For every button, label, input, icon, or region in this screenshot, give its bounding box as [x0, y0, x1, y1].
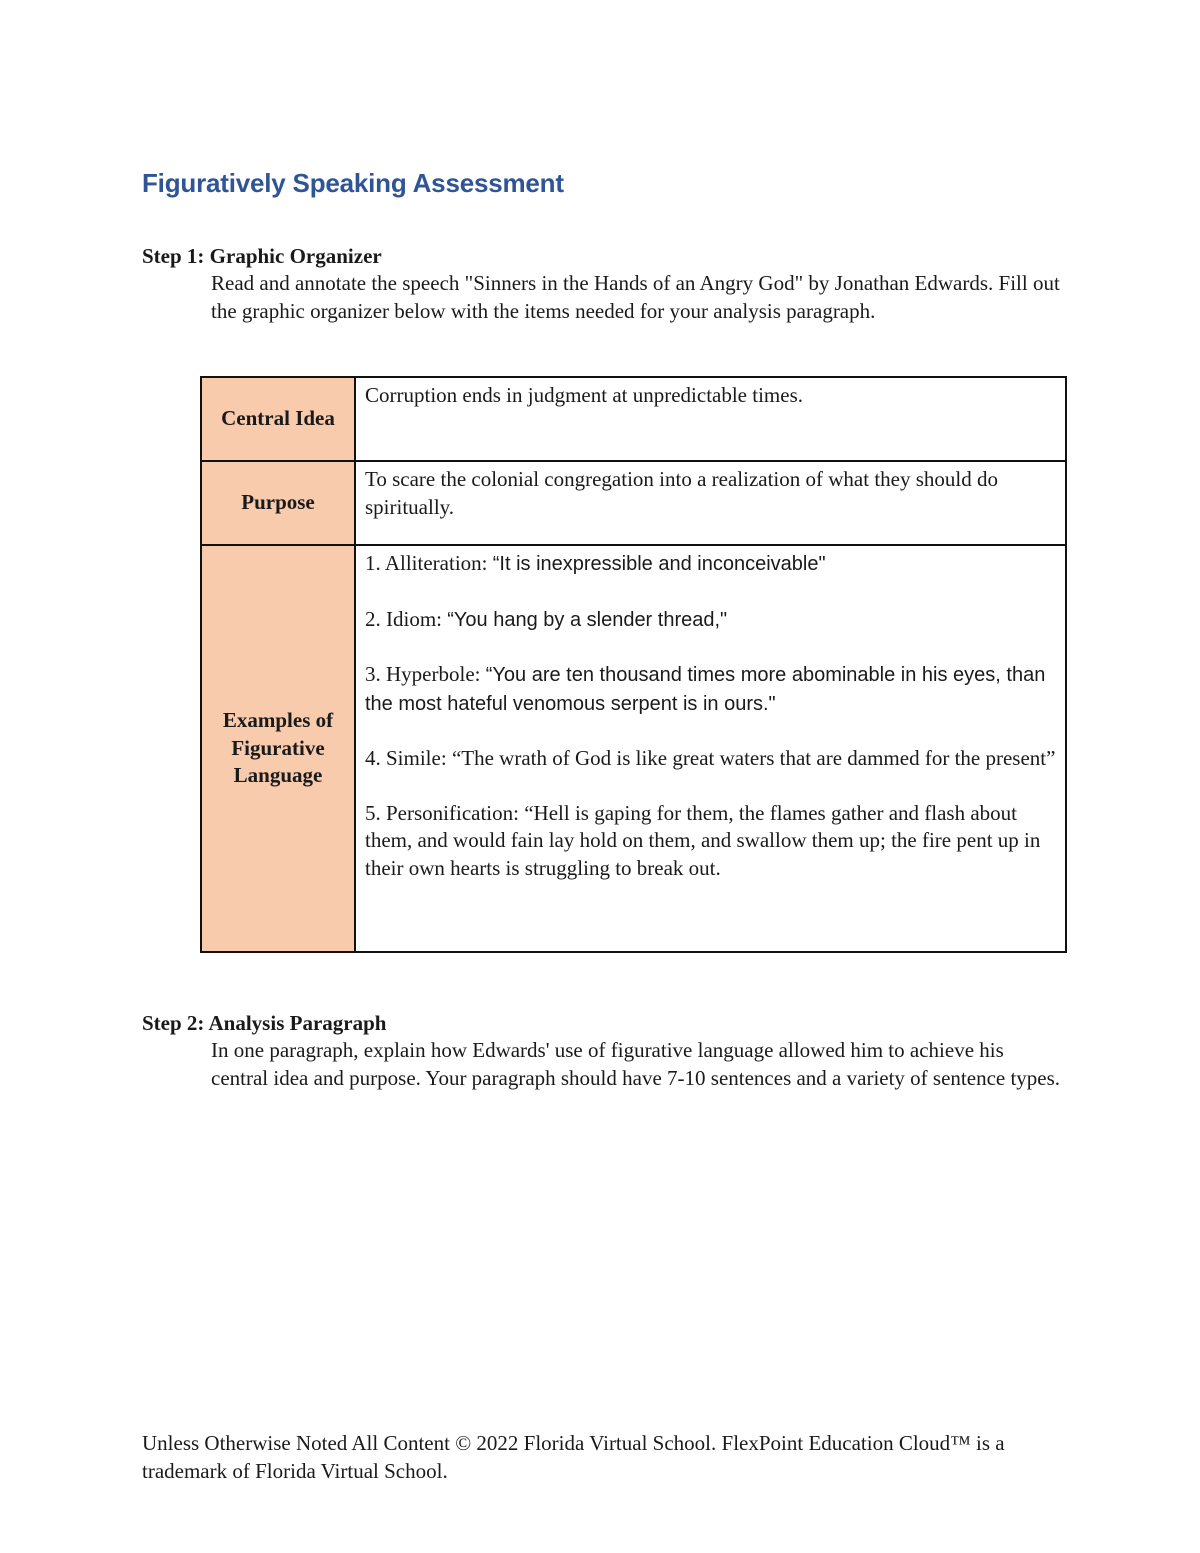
examples-row [201, 545, 1066, 952]
purpose-value: To scare the colonial congregation into a realization of what they should do spiritually. [355, 461, 1066, 545]
central-idea-value: Corruption ends in judgment at unpredictable times. [355, 377, 1066, 461]
graphic-organizer-table [200, 376, 1067, 953]
example-quote: “The wrath of God is like great waters that are dammed for the present” [451, 746, 1056, 770]
example-type: 1. Alliteration: [365, 551, 488, 575]
central-idea-label: Central Idea [201, 377, 355, 461]
step-1-instructions: Read and annotate the speech "Sinners in the Hands of an Angry God" by Jonathan Edwards. Fill out the graphic organizer below with the items needed for your analysis paragraph. [211, 271, 1060, 323]
examples-label: Examples of Figurative Language [201, 545, 355, 952]
example-type: 3. Hyperbole: [365, 662, 481, 686]
examples-list [355, 545, 1066, 952]
central-idea-row [201, 377, 1066, 461]
example-quote: “Hell is gaping for them, the flames gather and flash about them, and would fain lay hold on them, and swallow them up; the fire pent up in their own hearts is struggling to break out. [365, 800, 1041, 880]
purpose-label: Purpose [201, 461, 355, 545]
example-item-simile [365, 745, 1057, 773]
purpose-row [201, 461, 1066, 545]
step-1-heading: Step 1: Graphic Organizer [142, 244, 382, 268]
example-type: 4. Simile: [365, 746, 447, 770]
step-1-section [142, 243, 1062, 325]
step-2-heading: Step 2: Analysis Paragraph [142, 1011, 387, 1035]
step-2-section [142, 1010, 1062, 1092]
page-title: Figuratively Speaking Assessment [142, 168, 564, 198]
example-item-idiom [365, 606, 1057, 635]
example-quote: “It is inexpressible and inconceivable" [492, 553, 826, 575]
example-quote: “You hang by a slender thread," [447, 608, 728, 631]
step-2-instructions: In one paragraph, explain how Edwards' use of figurative language allowed him to achieve his central idea and purpose. Your paragraph should have 7-10 sentences and a variety of sentence types. [211, 1038, 1061, 1090]
copyright-footer: Unless Otherwise Noted All Content © 2022 Florida Virtual School. FlexPoint Education Cloud™ is a trademark of Florida Virtual School. [142, 1431, 1005, 1483]
example-type: 2. Idiom: [365, 606, 442, 631]
example-item-personification [365, 800, 1057, 883]
example-item-hyperbole [365, 661, 1057, 718]
example-item-alliteration [365, 550, 1057, 579]
example-type: 5. Personification: [365, 800, 519, 825]
example-quote: “You are ten thousand times more abominable in his eyes, than the most hateful venomous serpent is in ours." [365, 664, 1046, 715]
